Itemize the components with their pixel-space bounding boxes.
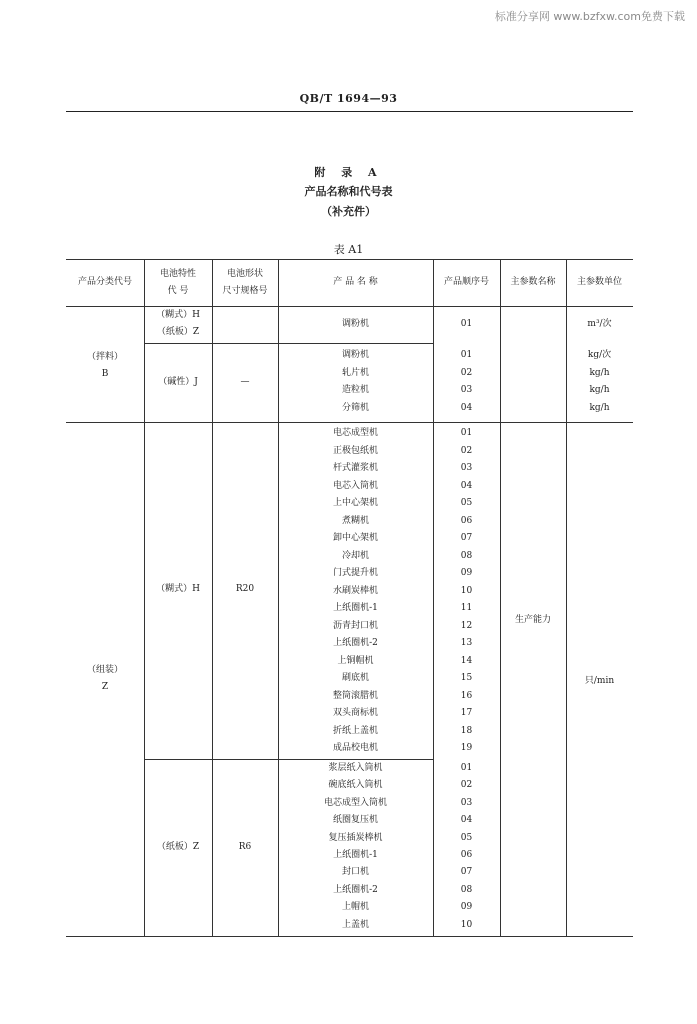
param-unit-z: 只/min	[584, 676, 615, 686]
z1-seq: 04	[460, 480, 473, 491]
b2-unit: kg/h	[589, 403, 610, 414]
z1-product-name: 煮糊机	[341, 515, 369, 526]
header-param-unit: 主参数单位	[576, 277, 622, 287]
z1-seq: 12	[460, 620, 473, 631]
z1-product-name: 水刷炭棒机	[332, 585, 378, 596]
b1-unit: m³/次	[587, 319, 612, 329]
z2-seq: 05	[460, 832, 473, 843]
z2-battery-char: （纸板）Z	[156, 842, 200, 852]
b2-seq: 02	[460, 367, 473, 378]
b2-product-name: 调粉机	[341, 350, 369, 360]
header-seq-no: 产品顺序号	[443, 277, 489, 287]
b2-product-name: 造粒机	[341, 385, 369, 396]
z2-product-name: 浆层纸入筒机	[328, 763, 383, 773]
b2-seq: 04	[460, 403, 473, 414]
z2-product-name: 上帽机	[341, 902, 369, 913]
b2-product-name: 分筛机	[341, 403, 369, 414]
b2-product-name: 轧片机	[341, 367, 369, 378]
z1-seq: 07	[460, 533, 473, 543]
z1-seq: 18	[460, 725, 473, 736]
z1-seq: 01	[460, 428, 473, 438]
header-rule	[66, 111, 633, 112]
z1-seq: 05	[460, 498, 473, 508]
z1-seq: 17	[460, 708, 473, 718]
b2-unit: kg/h	[589, 385, 610, 396]
z1-seq: 16	[460, 690, 473, 701]
header-size-code: 电池形状 尺寸规格号	[222, 268, 268, 296]
z2-product-name: 上纸圈机-2	[333, 884, 378, 895]
z1-seq: 03	[460, 463, 473, 473]
z1-product-name: 卸中心架机	[332, 533, 378, 543]
z2-product-name: 上纸圈机-1	[333, 850, 378, 860]
z1-product-name: 刷底机	[341, 673, 369, 683]
b1-product-name: 调粉机	[341, 319, 369, 329]
z1-seq: 06	[460, 515, 473, 526]
z1-product-name: 整筒滚腊机	[332, 690, 378, 701]
z1-product-name: 电芯入筒机	[332, 480, 378, 491]
z1-seq: 02	[460, 445, 473, 456]
category-z: （组装） Z	[86, 665, 123, 692]
z1-product-name: 门式提升机	[332, 568, 378, 578]
z1-seq: 14	[460, 655, 473, 666]
z1-product-name: 杆式灌浆机	[332, 463, 378, 473]
z1-seq: 10	[460, 585, 473, 596]
z2-size-code: R6	[238, 842, 252, 852]
watermark: 标准分享网 www.bzfxw.com免费下载	[494, 10, 685, 23]
b2-unit: kg/次	[587, 350, 612, 360]
z1-product-name: 冷却机	[341, 550, 369, 561]
z1-seq: 11	[460, 603, 473, 613]
standard-number: QB/T 1694—93	[299, 92, 398, 105]
b2-seq: 01	[460, 350, 473, 360]
z2-seq: 01	[460, 763, 473, 773]
z1-product-name: 正极包纸机	[332, 445, 378, 456]
z2-product-name: 碗底纸入筒机	[328, 780, 383, 791]
z1-seq: 19	[460, 743, 473, 753]
z2-seq: 03	[460, 797, 473, 808]
table-caption: 表 A1	[333, 243, 364, 256]
category-b: （拌料） B	[86, 352, 123, 379]
b2-seq: 03	[460, 385, 473, 396]
z1-product-name: 折纸上盖机	[332, 725, 378, 736]
z1-battery-char: （糊式）H	[156, 584, 200, 594]
b1-battery-char: （糊式）H （纸板）Z	[156, 310, 200, 337]
appendix-title: 附 录 A	[314, 166, 383, 179]
z2-seq: 04	[460, 815, 473, 826]
z1-product-name: 上纸圈机-1	[333, 603, 378, 613]
z2-product-name: 电芯成型入筒机	[323, 797, 387, 808]
z1-product-name: 电芯成型机	[332, 428, 378, 438]
z2-product-name: 复压插炭棒机	[328, 832, 383, 843]
z1-product-name: 上铜帽机	[337, 655, 374, 666]
z2-product-name: 纸圈复压机	[332, 815, 378, 826]
z2-seq: 06	[460, 850, 473, 860]
z1-product-name: 沥青封口机	[332, 620, 378, 631]
z2-seq: 10	[460, 919, 473, 930]
z1-product-name: 上中心架机	[332, 498, 378, 508]
z1-seq: 13	[460, 638, 473, 648]
z2-seq: 08	[460, 884, 473, 895]
z2-seq: 09	[460, 902, 473, 913]
z1-seq: 09	[460, 568, 473, 578]
z2-product-name: 封口机	[341, 867, 369, 878]
z2-product-name: 上盖机	[341, 919, 369, 930]
z2-seq: 02	[460, 780, 473, 791]
header-param-name: 主参数名称	[510, 277, 556, 287]
appendix-note: （补充件）	[321, 205, 376, 218]
header-category-code: 产品分类代号	[77, 277, 132, 287]
z1-seq: 08	[460, 550, 473, 561]
z1-size-code: R20	[235, 584, 255, 594]
z1-product-name: 双头商标机	[332, 708, 378, 718]
z1-product-name: 上纸圈机-2	[333, 638, 378, 648]
z1-seq: 15	[460, 673, 473, 683]
z1-product-name: 成品校电机	[332, 743, 378, 753]
b1-seq: 01	[460, 319, 473, 329]
b2-size-code: —	[240, 377, 250, 387]
appendix-subtitle: 产品名称和代号表	[304, 185, 393, 198]
param-name-production-capacity: 生产能力	[514, 615, 551, 625]
header-battery-char: 电池特性 代 号	[159, 268, 196, 296]
b2-unit: kg/h	[589, 367, 610, 378]
z2-seq: 07	[460, 867, 473, 878]
b2-battery-char: （碱性）J	[158, 377, 198, 387]
header-product-name: 产 品 名 称	[333, 277, 378, 287]
